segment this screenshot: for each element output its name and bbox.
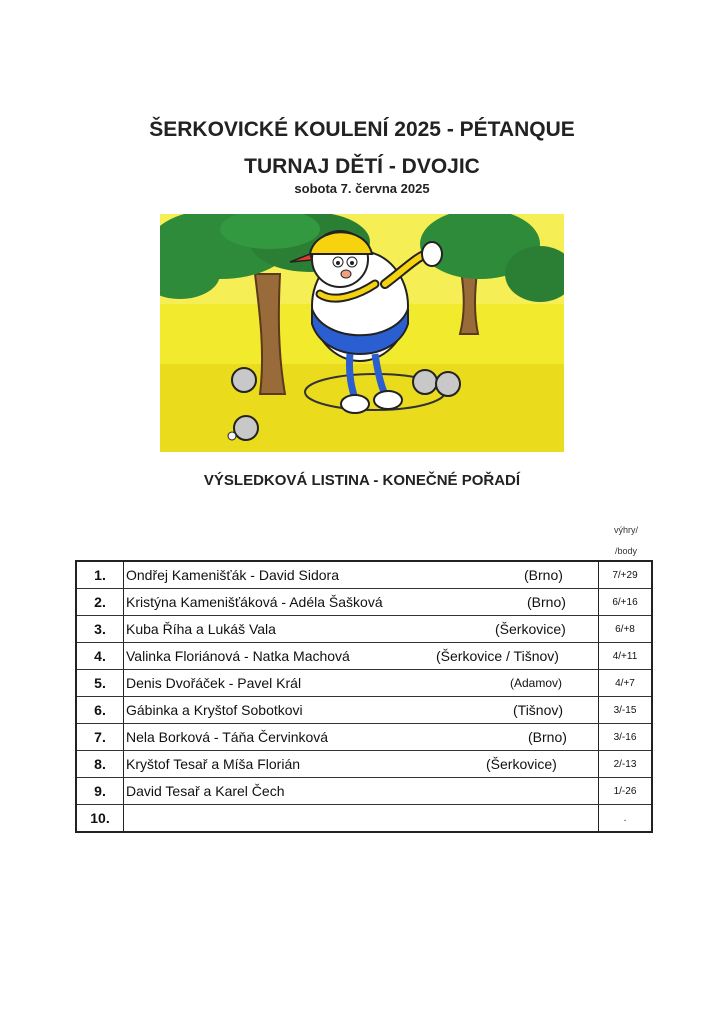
table-row xyxy=(76,589,652,616)
score-cell: 4/+11 xyxy=(599,643,653,670)
score-cell: 6/+8 xyxy=(599,616,653,643)
team-club: (Šerkovice) xyxy=(495,621,566,637)
names-cell xyxy=(124,616,599,643)
score-cell: 3/-16 xyxy=(599,724,653,751)
team-names: Nela Borková - Táňa Červinková xyxy=(126,729,329,745)
team-names: Kryštof Tesař a Míša Florián xyxy=(126,756,301,772)
rank-cell: 1. xyxy=(76,561,124,589)
event-date: sobota 7. června 2025 xyxy=(294,181,430,196)
petanque-player-illustration xyxy=(160,214,564,452)
score-cell: 7/+29 xyxy=(599,561,653,589)
rank-cell: 5. xyxy=(76,670,124,697)
rank-cell: 10. xyxy=(76,805,124,833)
results-table xyxy=(75,560,653,833)
score-cell: 2/-13 xyxy=(599,751,653,778)
team-club: (Adamov) xyxy=(510,676,563,690)
score-cell: 6/+16 xyxy=(599,589,653,616)
team-names: Denis Dvořáček - Pavel Král xyxy=(126,675,302,691)
table-row xyxy=(76,561,652,589)
team-club: (Šerkovice / Tišnov) xyxy=(436,648,559,664)
table-row xyxy=(76,616,652,643)
score-cell: . xyxy=(599,805,653,833)
names-cell xyxy=(124,589,599,616)
table-row xyxy=(76,805,652,833)
names-cell xyxy=(124,805,599,833)
names-cell xyxy=(124,670,599,697)
team-club: (Brno) xyxy=(527,594,566,610)
document-title: ŠERKOVICKÉ KOULENÍ 2025 - PÉTANQUE xyxy=(149,118,575,141)
team-club: (Tišnov) xyxy=(513,702,564,718)
score-header-wins: výhry/ xyxy=(613,525,638,535)
rank-cell: 4. xyxy=(76,643,124,670)
document-subtitle: TURNAJ DĚTÍ - DVOJIC xyxy=(244,155,480,178)
names-cell xyxy=(124,724,599,751)
results-title: VÝSLEDKOVÁ LISTINA - KONEČNÉ POŘADÍ xyxy=(203,472,521,489)
score-header-points: /body xyxy=(614,546,638,556)
rank-cell: 2. xyxy=(76,589,124,616)
team-names: Ondřej Kamenišťák - David Sidora xyxy=(126,567,340,583)
team-names: David Tesař a Karel Čech xyxy=(126,783,285,799)
rank-cell: 9. xyxy=(76,778,124,805)
rank-cell: 3. xyxy=(76,616,124,643)
team-names: Valinka Floriánová - Natka Machová xyxy=(126,648,350,664)
team-names: Kristýna Kamenišťáková - Adéla Šašková xyxy=(126,594,383,610)
team-club: (Brno) xyxy=(524,567,563,583)
names-cell xyxy=(124,697,599,724)
names-cell xyxy=(124,751,599,778)
table-row xyxy=(76,643,652,670)
table-row xyxy=(76,778,652,805)
names-cell xyxy=(124,643,599,670)
score-cell: 1/-26 xyxy=(599,778,653,805)
table-row xyxy=(76,697,652,724)
rank-cell: 6. xyxy=(76,697,124,724)
team-club: (Šerkovice) xyxy=(486,756,557,772)
score-cell: 4/+7 xyxy=(599,670,653,697)
team-names: Kuba Říha a Lukáš Vala xyxy=(126,621,276,637)
names-cell xyxy=(124,778,599,805)
team-names: Gábinka a Kryštof Sobotkovi xyxy=(126,702,303,718)
table-row xyxy=(76,724,652,751)
team-club: (Brno) xyxy=(528,729,567,745)
rank-cell: 7. xyxy=(76,724,124,751)
score-cell: 3/-15 xyxy=(599,697,653,724)
rank-cell: 8. xyxy=(76,751,124,778)
table-row xyxy=(76,670,652,697)
table-row xyxy=(76,751,652,778)
names-cell xyxy=(124,561,599,589)
